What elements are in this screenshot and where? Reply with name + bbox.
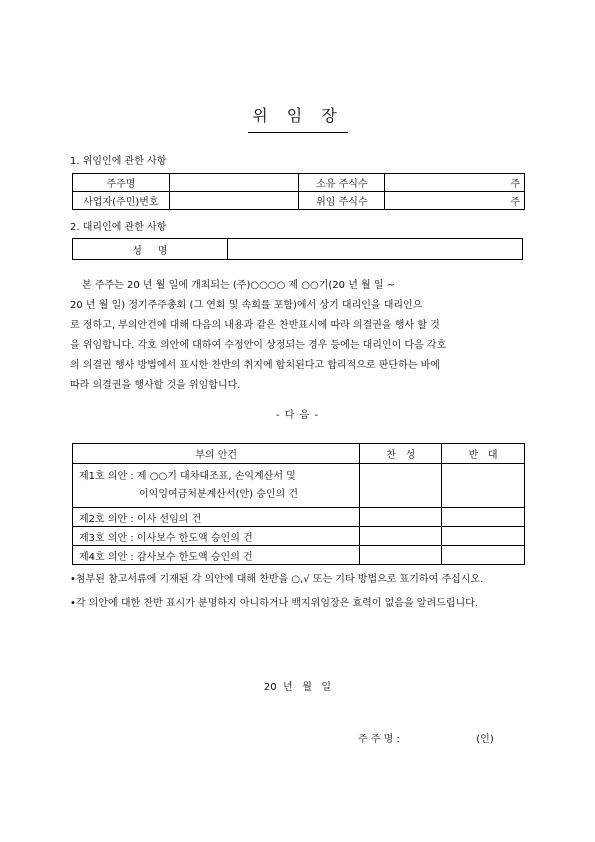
vote-against-cell[interactable] [442,508,525,527]
shareholder-name-field[interactable] [169,174,299,192]
agenda-item-text: 제1호 의안 : 제 ○○기 대차대조표, 손익계산서 및 [79,470,296,482]
against-header: 반 대 [442,444,525,464]
table-row [73,546,525,565]
delegation-paragraph [70,276,524,396]
table-row [73,192,525,210]
for-header: 찬 성 [360,444,442,464]
agenda-item-1 [73,464,360,508]
paragraph-line: 20 년 월 일) 정기주주총회 (그 연회 및 속회를 포함)에서 상기 대리인을 대리인으 [70,300,423,311]
registration-number-label: 사업자(주민)번호 [73,192,170,210]
agent-table [72,238,523,260]
share-unit: 주 [510,197,520,208]
vote-table [72,443,525,565]
note-item: •첨부된 참고서류에 기재된 각 의안에 대해 찬반을 ○,√ 또는 기타 방법으로 표기하여 주십시오. [70,574,484,585]
share-unit: 주 [510,179,520,190]
paragraph-line: 본 주주는 20 년 월 일에 개최되는 (주)○○○○ 제 ○○기(20 년 월 일 ~ [82,280,396,291]
table-row [73,239,523,260]
agenda-header: 부의 안건 [73,444,360,464]
vote-for-cell[interactable] [360,464,442,508]
registration-number-field[interactable] [169,192,299,210]
signature-label: 주 주 명 : [358,734,400,745]
notes [70,570,530,614]
principal-table [72,173,525,210]
paragraph-line: 로 정하고, 부의안건에 대해 다음의 내용과 같은 찬반표시에 따라 의결권을 행사 할 것 [70,320,440,331]
table-row [73,508,525,527]
vote-against-cell[interactable] [442,464,525,508]
agent-name-field[interactable] [227,239,522,260]
delegated-shares-label: 위임 주식수 [299,192,385,210]
table-row [73,527,525,546]
vote-against-cell[interactable] [442,527,525,546]
owned-shares-field[interactable] [385,174,525,192]
owned-shares-label: 소유 주식수 [299,174,385,192]
agenda-item-text: 이익잉여금처분계산서(안) 승인의 건 [139,488,299,500]
shareholder-name-label: 주주명 [73,174,170,192]
section2-heading: 2. 대리인에 관한 사항 [70,222,167,233]
table-row [73,444,525,464]
vote-against-cell[interactable] [442,546,525,565]
section1-heading: 1. 위임인에 관한 사항 [70,156,167,167]
document-title: 위 임 장 [248,103,348,133]
note-item: •각 의안에 대한 찬반 표시가 분명하지 아니하거나 백지위임장은 효력이 없음을 알려드립니다. [70,598,478,609]
agent-name-label: 성 명 [73,239,228,260]
table-row [73,464,525,508]
signature-line [358,730,494,745]
vote-for-cell[interactable] [360,527,442,546]
following-heading: - 다 음 - [275,410,320,421]
seal-mark: (인) [476,734,494,745]
delegated-shares-field[interactable] [385,192,525,210]
table-row [73,174,525,192]
paragraph-line: 의 의결권 행사 방법에서 표시한 찬반의 취지에 합치된다고 합리적으로 판단하는 바에 [70,360,440,371]
paragraph-line: 따라 의결권을 행사할 것을 위임합니다. [70,380,241,391]
date-line: 20 년 월 일 [263,682,332,693]
paragraph-line: 을 위임합니다. 각호 의안에 대하여 수정안이 상정되는 경우 등에는 대리인이 다음 각호 [70,340,447,351]
vote-for-cell[interactable] [360,546,442,565]
agenda-item-4: 제4호 의안 : 감사보수 한도액 승인의 건 [73,546,360,565]
vote-for-cell[interactable] [360,508,442,527]
agenda-item-3: 제3호 의안 : 이사보수 한도액 승인의 건 [73,527,360,546]
agenda-item-2: 제2호 의안 : 이사 선임의 건 [73,508,360,527]
